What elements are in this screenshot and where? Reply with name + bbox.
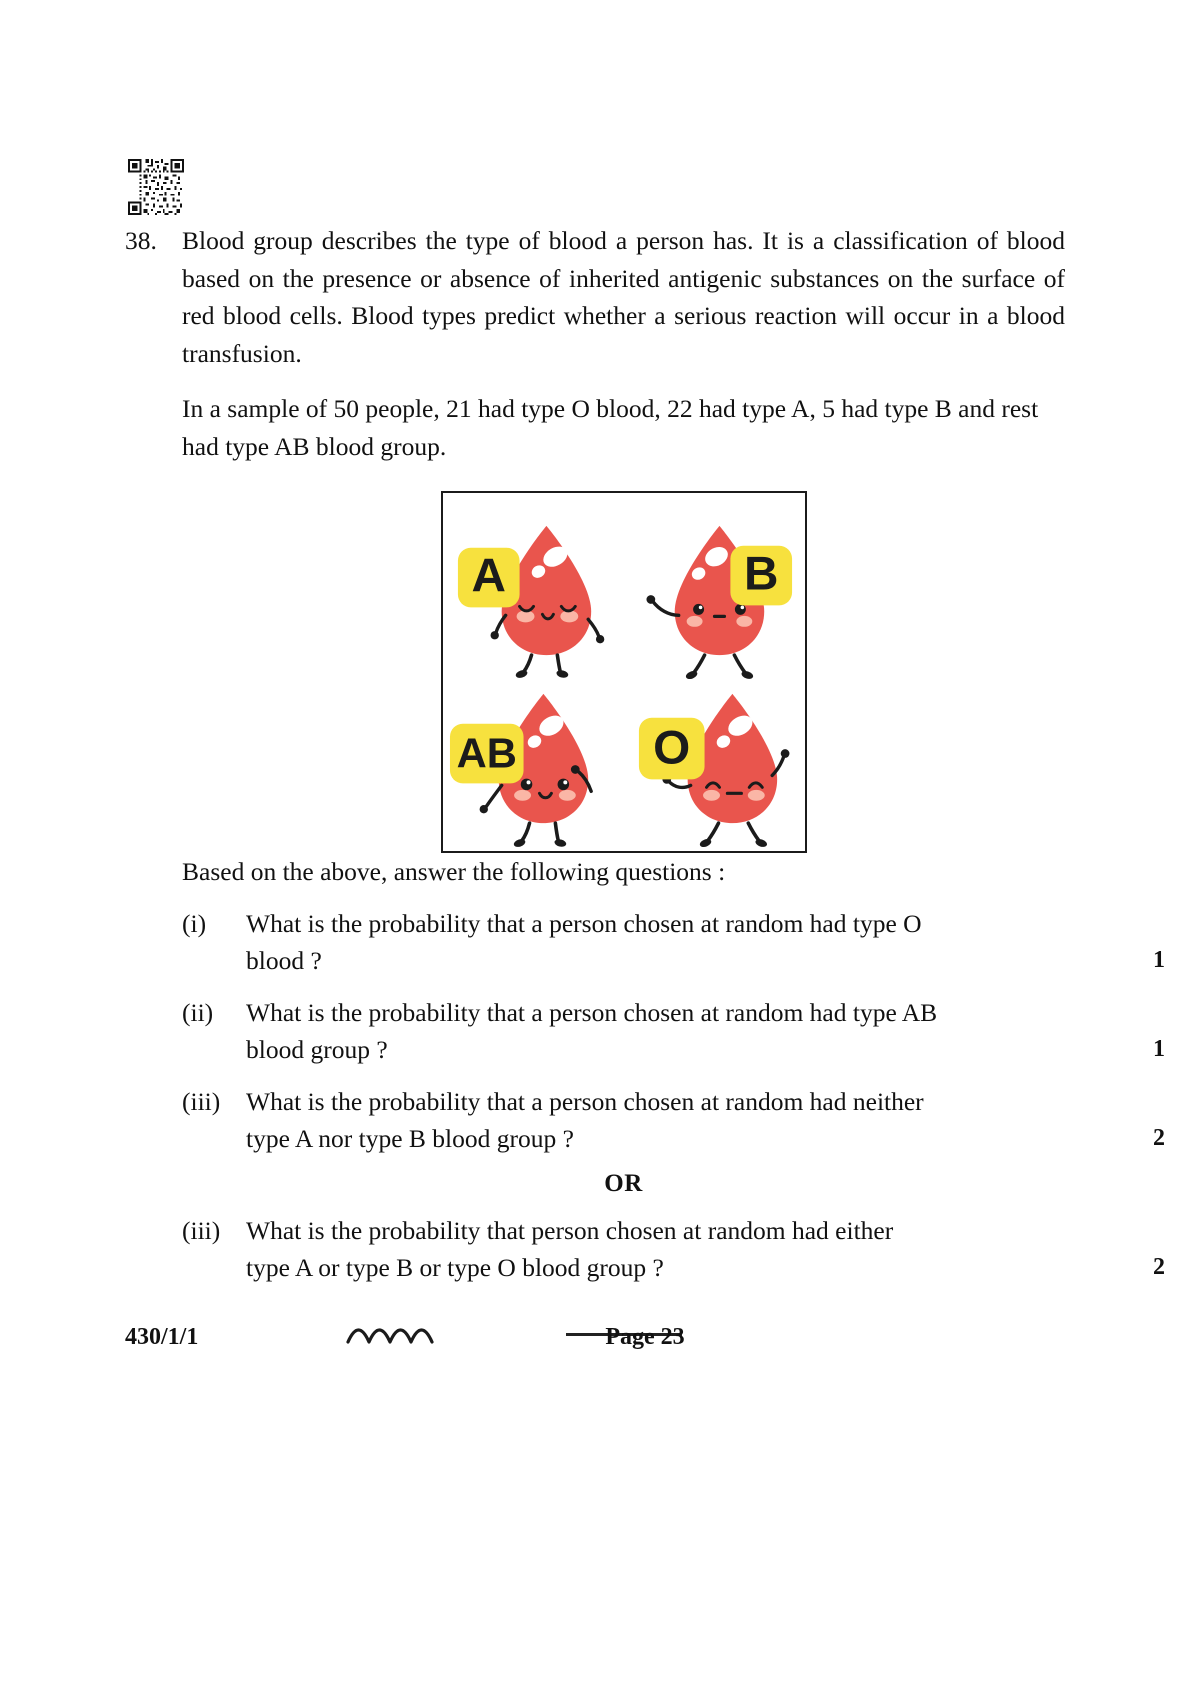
sub-question-line-1: What is the probability that person chosen at random had either	[246, 1215, 894, 1245]
paragraph-1: Blood group describes the type of blood a person has. It is a classification of blood based on the presence or absence of inherited antigenic substances on the surface of red blood cells. Blood types predict whether a serious reaction will occur in a blood transfusion.	[182, 226, 1065, 368]
sub-question-i	[182, 905, 1165, 980]
question-number: 38.	[125, 226, 157, 255]
sub-question-label: (ii)	[182, 997, 214, 1027]
sub-question-line-1: What is the probability that a person chosen at random had neither	[246, 1086, 924, 1116]
question-38-row	[125, 222, 1165, 1336]
sub-question-line-1: What is the probability that a person chosen at random had type AB	[246, 997, 938, 1027]
marks-value: 2	[1153, 1254, 1165, 1280]
marks-value: 1	[1153, 1036, 1165, 1062]
marks-value: 1	[1153, 947, 1165, 973]
sub-question-list	[182, 905, 1165, 1287]
sub-question-label: (i)	[182, 908, 207, 938]
page-label: Page 23	[605, 1324, 685, 1350]
blood-drop-label-ab: AB	[456, 729, 517, 777]
or-divider: OR	[604, 1169, 643, 1197]
page-footer	[125, 1320, 1065, 1360]
sub-question-text	[246, 994, 1065, 1069]
blood-drop-o	[624, 672, 805, 851]
question-body	[182, 222, 1165, 1336]
blood-drop-grid	[443, 493, 805, 851]
figure-frame	[441, 491, 807, 853]
sub-question-text	[246, 1083, 1065, 1158]
sub-question-iii-alternate	[182, 1212, 1165, 1287]
blood-drop-label-a: A	[471, 549, 506, 603]
paragraph-2: In a sample of 50 people, 21 had type O blood, 22 had type A, 5 had type B and rest had type AB blood group.	[182, 394, 1039, 461]
sub-question-text	[246, 1212, 1065, 1287]
paper-code: 430/1/1	[125, 1324, 199, 1350]
blood-drop-label-o: O	[652, 721, 690, 775]
sub-question-line-2: type A or type B or type O blood group ?	[246, 1253, 664, 1282]
qr-code-icon	[128, 159, 184, 215]
sub-question-line-2: blood group ?	[246, 1035, 388, 1064]
sub-question-iii	[182, 1083, 1165, 1158]
sub-question-line-2: type A nor type B blood group ?	[246, 1124, 574, 1153]
sub-question-line-1: What is the probability that a person chosen at random had type O	[246, 908, 922, 938]
squiggle-ornament-icon	[345, 1324, 441, 1355]
sub-question-line-2: blood ?	[246, 946, 322, 975]
blood-types-figure	[182, 491, 1065, 853]
question-content	[125, 222, 1165, 1336]
questions-intro: Based on the above, answer the following questions :	[182, 857, 726, 886]
sub-question-label: (iii)	[182, 1086, 221, 1116]
blood-drop-ab	[443, 672, 624, 851]
sub-question-ii	[182, 994, 1165, 1069]
blood-drop-label-b: B	[743, 547, 778, 601]
marks-value: 2	[1153, 1125, 1165, 1151]
sub-question-label: (iii)	[182, 1215, 221, 1245]
blood-drop-b	[624, 500, 805, 679]
blood-drop-a	[443, 500, 624, 679]
sub-question-text	[246, 905, 1065, 980]
